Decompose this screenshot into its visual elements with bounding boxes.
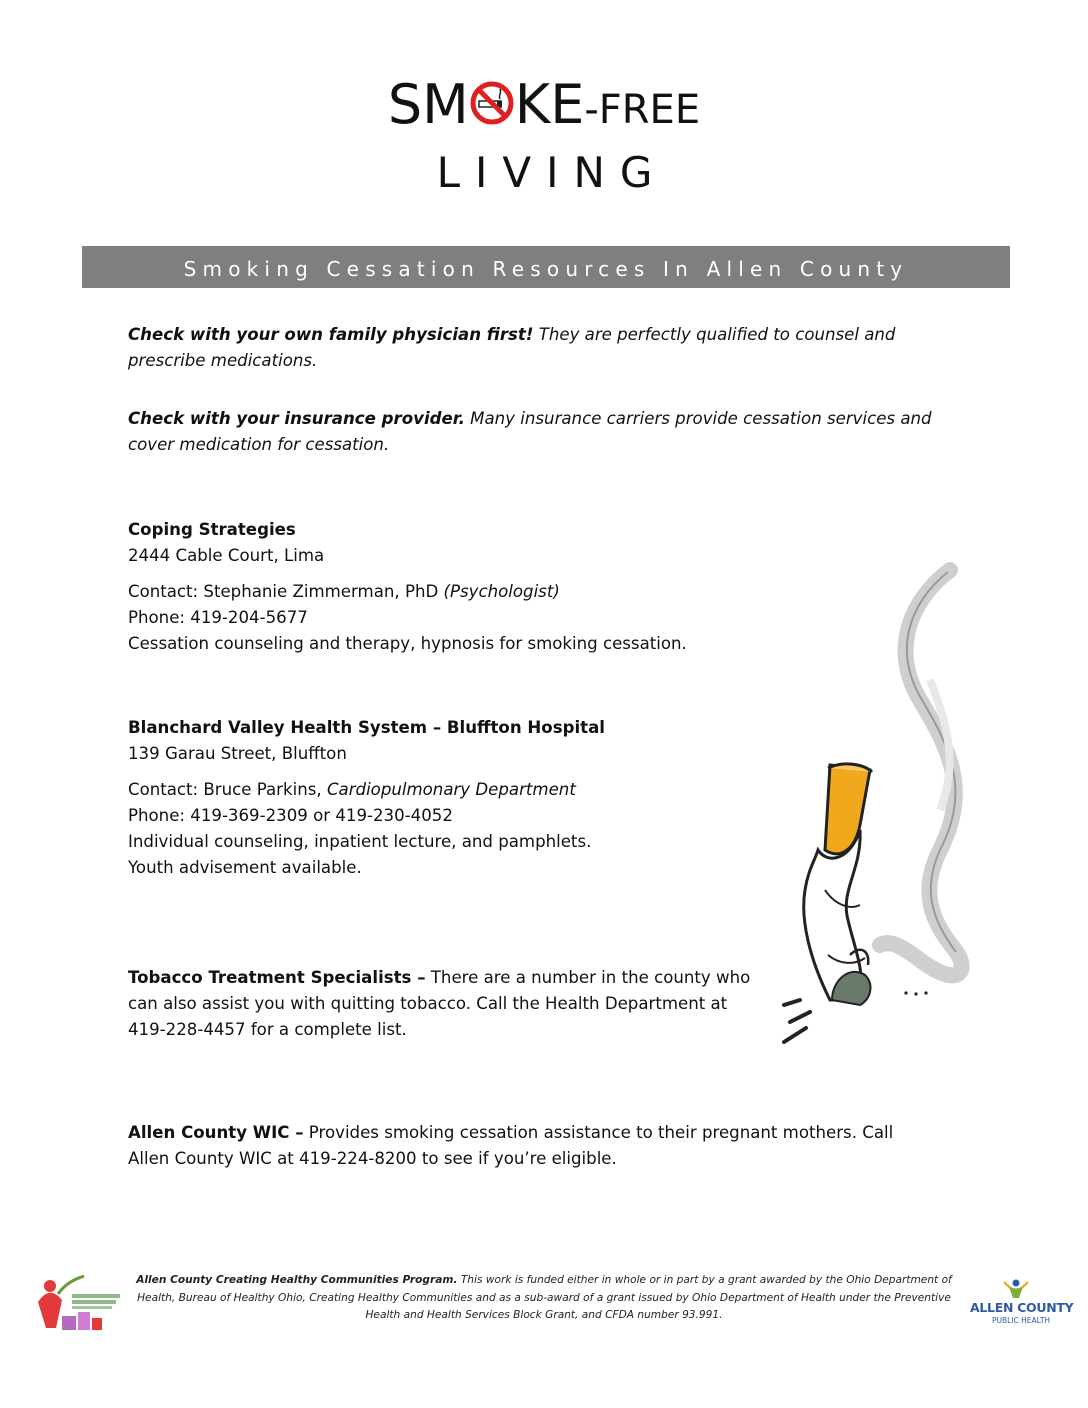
resource-name: Coping Strategies bbox=[128, 520, 296, 539]
intro-insurance: Check with your insurance provider. Many insurance carriers provide cessation services and cover medication for cessation. bbox=[128, 409, 932, 454]
page-title bbox=[0, 74, 1088, 141]
section-banner: Smoking Cessation Resources In Allen County bbox=[82, 246, 1010, 288]
intro-physician: Check with your own family physician first! They are perfectly qualified to counsel and prescribe medications. bbox=[128, 325, 896, 370]
resource-contact: Contact: Bruce Parkins, Cardiopulmonary Department bbox=[128, 780, 576, 799]
resource-tobacco-treatment bbox=[128, 965, 768, 1043]
resource-description: Cessation counseling and therapy, hypnosis for smoking cessation. bbox=[128, 634, 687, 653]
resource-description: Individual counseling, inpatient lecture, and pamphlets. bbox=[128, 832, 592, 851]
logo-figure-icon bbox=[964, 1278, 1068, 1302]
creating-healthy-communities-logo bbox=[28, 1272, 124, 1336]
resource-phone: Phone: 419-369-2309 or 419-230-4052 bbox=[128, 806, 453, 825]
resource-phone: Phone: 419-204-5677 bbox=[128, 608, 308, 627]
cigarette-illustration bbox=[770, 560, 990, 1060]
resource-address: 2444 Cable Court, Lima bbox=[128, 546, 325, 565]
resource-allen-county-wic: Allen County WIC – Provides smoking cessation assistance to their pregnant mothers. Call Allen County WIC at 419-224-8200 to see if you’re eligible. bbox=[128, 1123, 894, 1168]
resource-description-2: Youth advisement available. bbox=[128, 858, 362, 877]
resource-address: 139 Garau Street, Bluffton bbox=[128, 744, 347, 763]
title-part-ke: KE bbox=[514, 73, 585, 136]
title-part-free: -FREE bbox=[584, 87, 701, 133]
footer-funding-note: Allen County Creating Healthy Communities Program. This work is funded either in whole or in part by a grant awarded by the Ohio Department of Health, Bureau of Healthy Ohio, Creating Healthy Communities and as a sub-award of a grant issued by Ohio Department of Health under the Preventive Health and Health Services Block Grant, and CFDA number 93.991. bbox=[136, 1274, 952, 1321]
tts-line-3: 419-228-4457 for a complete list. bbox=[128, 1020, 407, 1039]
tts-line-1: Tobacco Treatment Specialists – There are a number in the county who bbox=[128, 968, 751, 987]
page-subtitle: LIVING bbox=[436, 148, 668, 197]
logo-text-line-2: PUBLIC HEALTH bbox=[992, 1316, 1051, 1325]
logo-text-line-1: ALLEN COUNTY bbox=[970, 1300, 1074, 1315]
allen-county-public-health-logo bbox=[964, 1278, 1074, 1330]
resource-contact: Contact: Stephanie Zimmerman, PhD (Psychologist) bbox=[128, 582, 560, 601]
tts-line-2: can also assist you with quitting tobacco. Call the Health Department at bbox=[128, 994, 728, 1013]
resource-name: Blanchard Valley Health System – Bluffton Hospital bbox=[128, 718, 605, 737]
no-smoking-icon bbox=[470, 81, 514, 125]
title-part-sm: SM bbox=[387, 73, 469, 136]
